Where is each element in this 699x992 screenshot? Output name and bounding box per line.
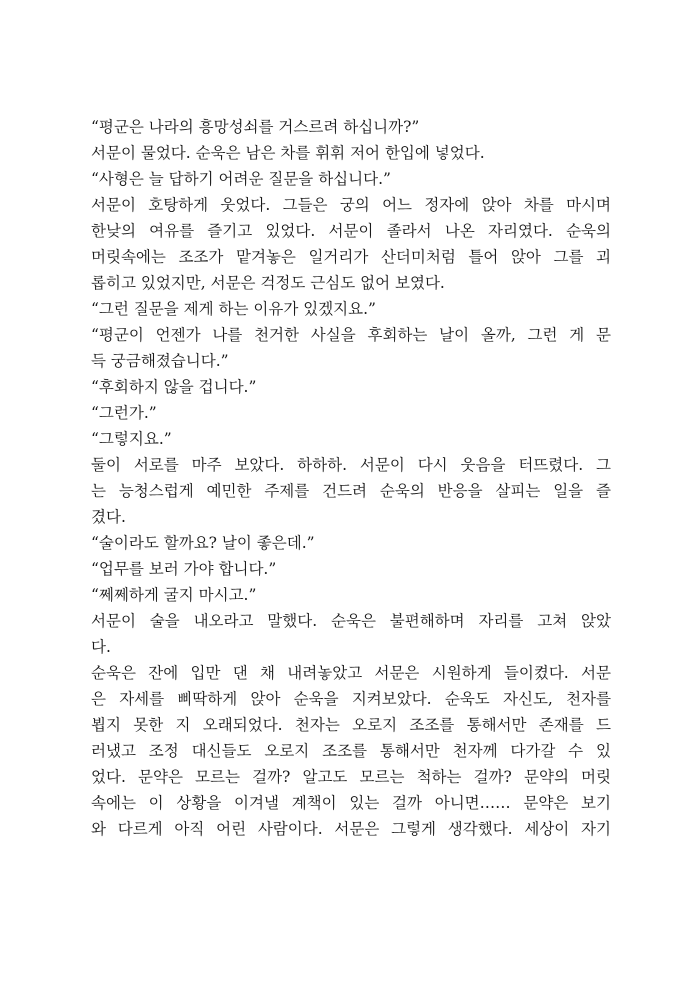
text-line: 서문이 술을 내오라고 말했다. 순욱은 불편해하며 자리를 고쳐 앉았 [91,612,611,630]
text-line: “후회하지 않을 겁니다.” [91,378,257,396]
text-line: 다. [91,638,111,656]
body-text [91,114,611,842]
text-line: 은 자세를 삐딱하게 앉아 순욱을 지켜보았다. 순욱도 자신도, 천자를 [91,690,611,708]
text-line: 롭히고 있었지만, 서문은 걱정도 근심도 없어 보였다. [91,274,445,292]
text-line: “평군이 언젠가 나를 천거한 사실을 후회하는 날이 올까, 그런 게 문 [91,326,611,344]
text-line: 러냈고 조정 대신들도 오로지 조조를 통해서만 천자께 다가갈 수 있 [91,742,611,760]
text-line: “업무를 보러 가야 합니다.” [91,560,277,578]
text-line: “그런 질문을 제게 하는 이유가 있겠지요.” [91,300,376,318]
text-line: 머릿속에는 조조가 맡겨놓은 일거리가 산더미처럼 틀어 앉아 그를 괴 [91,248,611,266]
text-line: “사형은 늘 답하기 어려운 질문을 하십니다.” [91,170,391,188]
text-line: 서문이 호탕하게 웃었다. 그들은 궁의 어느 정자에 앉아 차를 마시며 [91,196,611,214]
text-line: 한낮의 여유를 즐기고 있었다. 서문이 졸라서 나온 자리였다. 순욱의 [91,222,611,240]
text-line: 속에는 이 상황을 이겨낼 계책이 있는 걸까 아니면…… 문약은 보기 [91,794,611,812]
text-line: 서문이 물었다. 순욱은 남은 차를 휘휘 저어 한입에 넣었다. [91,144,485,162]
text-line: 득 궁금해졌습니다.” [91,352,229,370]
text-line: 와 다르게 아직 어린 사람이다. 서문은 그렇게 생각했다. 세상이 자기 [91,820,611,838]
text-line: 겼다. [91,508,126,526]
text-line: 었다. 문약은 모르는 걸까? 알고도 모르는 척하는 걸까? 문약의 머릿 [91,768,611,786]
text-line: 는 능청스럽게 예민한 주제를 건드려 순욱의 반응을 살피는 일을 즐 [91,482,611,500]
text-line: “술이라도 할까요? 날이 좋은데.” [91,534,315,552]
text-line: “그렇지요.” [91,430,172,448]
text-line: “그런가.” [91,404,157,422]
text-line: “쩨쩨하게 굴지 마시고.” [91,586,257,604]
text-line: 순욱은 잔에 입만 댄 채 내려놓았고 서문은 시원하게 들이켰다. 서문 [91,664,611,682]
text-line: 뵙지 못한 지 오래되었다. 천자는 오로지 조조를 통해서만 존재를 드 [91,716,611,734]
text-line: 둘이 서로를 마주 보았다. 하하하. 서문이 다시 웃음을 터뜨렸다. 그 [91,456,611,474]
text-line: “평군은 나라의 흥망성쇠를 거스르려 하십니까?” [91,118,420,136]
